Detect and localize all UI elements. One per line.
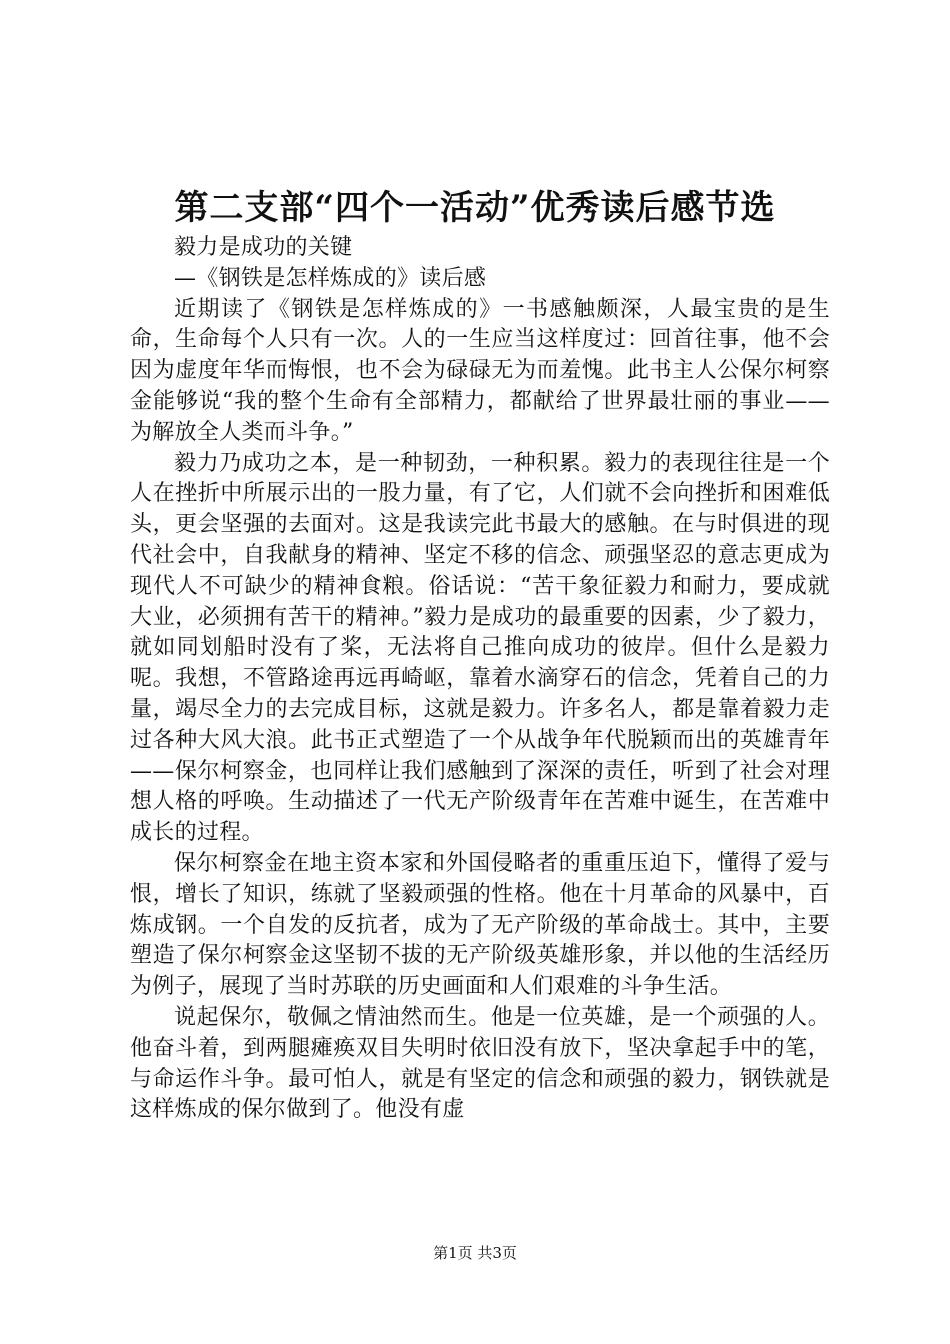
paragraph: 保尔柯察金在地主资本家和外国侵略者的重重压迫下，懂得了爱与恨，增长了知识，练就了坚毅顽强的性格。他在十月革命的风暴中，百炼成钢。一个自发的反抗者，成为了无产阶级的革命战士。其中，主要塑造了保尔柯察金这坚韧不拔的无产阶级英雄形象，并以他的生活经历为例子，展现了当时苏联的历史画面和人们艰难的斗争生活。 — [130, 850, 830, 1000]
page-footer: 第1页 共3页 — [433, 1244, 517, 1262]
essay-title: 毅力是成功的关键 — [174, 235, 353, 260]
paragraph: 说起保尔，敬佩之情油然而生。他是一位英雄，是一个顽强的人。他奋斗着，到两腿瘫痪双目失明时依旧没有放下，坚决拿起手中的笔，与命运作斗争。最可怕人，就是有坚定的信念和顽强的毅力，钢铁就是这样炼成的保尔做到了。他没有虚 — [130, 1004, 830, 1123]
essay-subtitle: —《钢铁是怎样炼成的》读后感 — [174, 265, 487, 291]
paragraph: 毅力乃成功之本，是一种韧劲，一种积累。毅力的表现往往是一个人在挫折中所展示出的一股力量，有了它，人们就不会向挫折和困难低头，更会坚强的去面对。这是我读完此书最大的感触。在与时俱进的现代社会中，自我献身的精神、坚定不移的信念、顽强坚忍的意志更成为现代人不可缺少的精神食粮。俗话说：“苦干象征毅力和耐力，要成就大业，必须拥有苦干的精神。”毅力是成功的最重要的因素，少了毅力，就如同划船时没有了桨，无法将自己推向成功的彼岸。但什么是毅力呢。我想，不管路途再远再崎岖，靠着水滴穿石的信念，凭着自己的力量，竭尽全力的去完成目标，这就是毅力。许多名人，都是靠着毅力走过各种大风大浪。此书正式塑造了一个从战争年代脱颖而出的英雄青年——保尔柯察金，也同样让我们感触到了深深的责任，听到了社会对理想人格的呼唤。生动描述了一代无产阶级青年在苦难中诞生，在苦难中成长的过程。 — [130, 450, 830, 846]
paragraph: 近期读了《钢铁是怎样炼成的》一书感触颇深，人最宝贵的是生命，生命每个人只有一次。人的一生应当这样度过：回首往事，他不会因为虚度年华而悔恨，也不会为碌碌无为而羞愧。此书主人公保尔柯察金能够说“我的整个生命有全部精力，都献给了世界最壮丽的事业——为解放全人类而斗争。” — [130, 296, 830, 445]
document-body — [130, 233, 830, 1126]
document-title: 第二支部“四个一活动”优秀读后感节选 — [174, 188, 776, 228]
